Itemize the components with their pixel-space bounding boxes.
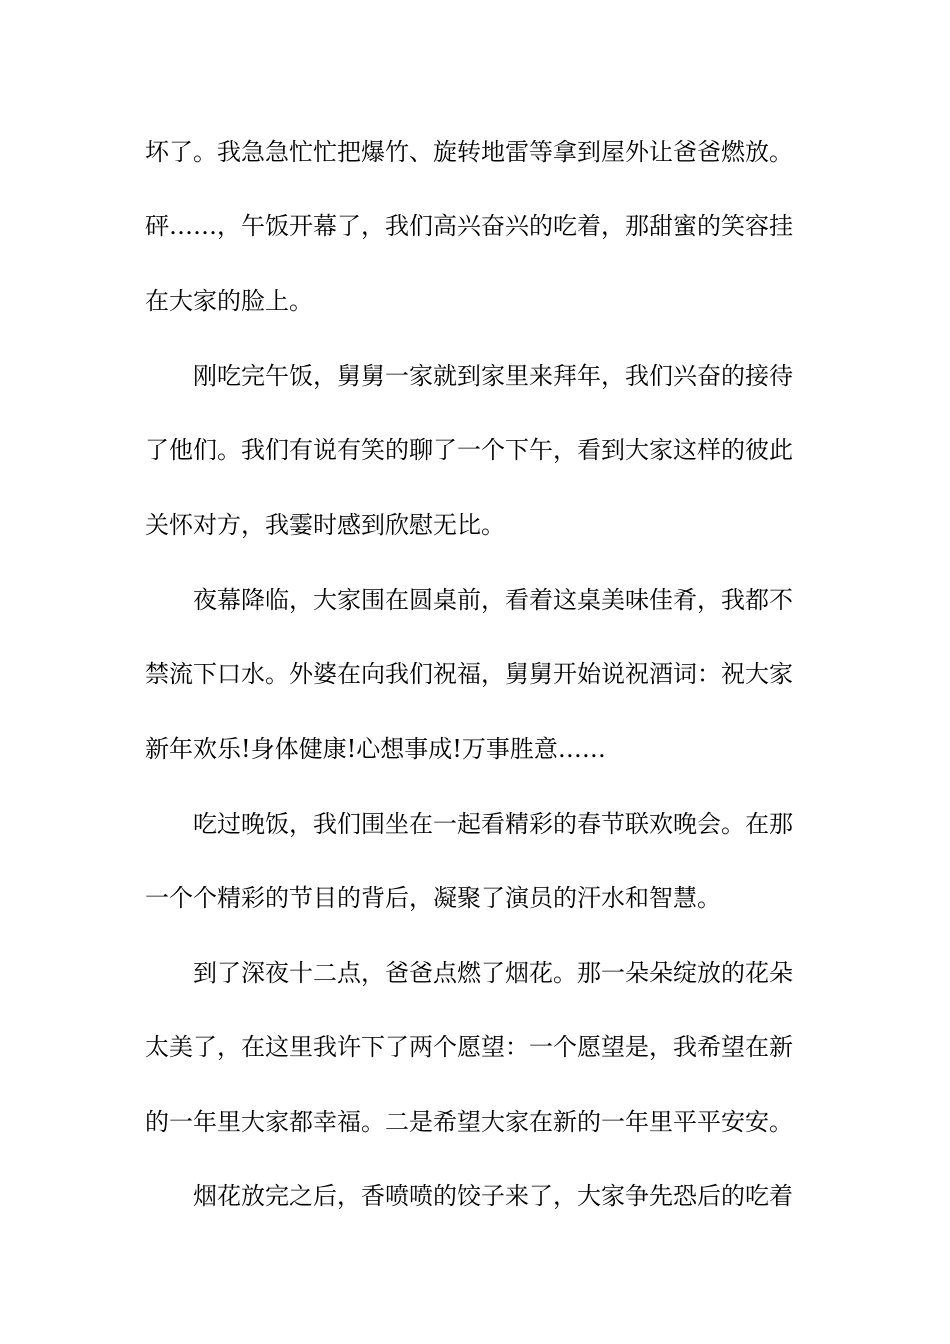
text-line: 坏了。我急急忙忙把爆竹、旋转地雷等拿到屋外让爸爸燃放。 bbox=[145, 138, 793, 166]
paragraph-first-line: 刚吃完午饭，舅舅一家就到家里来拜年，我们兴奋的接待 bbox=[193, 362, 793, 390]
text-line: 的一年里大家都幸福。二是希望大家在新的一年里平平安安。 bbox=[145, 1108, 793, 1136]
paragraph-first-line: 烟花放完之后，香喷喷的饺子来了，大家争先恐后的吃着 bbox=[193, 1182, 793, 1210]
text-line: 砰……，午饭开幕了，我们高兴奋兴的吃着，那甜蜜的笑容挂 bbox=[145, 212, 793, 240]
text-line: 一个个精彩的节目的背后，凝聚了演员的汗水和智慧。 bbox=[145, 884, 721, 912]
text-line: 了他们。我们有说有笑的聊了一个下午，看到大家这样的彼此 bbox=[145, 436, 793, 464]
text-line: 禁流下口水。外婆在向我们祝福，舅舅开始说祝酒词：祝大家 bbox=[145, 660, 793, 688]
text-line: 太美了，在这里我许下了两个愿望：一个愿望是，我希望在新 bbox=[145, 1033, 793, 1061]
paragraph-first-line: 吃过晚饭，我们围坐在一起看精彩的春节联欢晚会。在那 bbox=[193, 810, 793, 838]
paragraph-first-line: 夜幕降临，大家围在圆桌前，看着这桌美味佳肴，我都不 bbox=[193, 586, 793, 614]
text-line: 关怀对方，我霎时感到欣慰无比。 bbox=[145, 511, 505, 539]
paragraph-first-line: 到了深夜十二点，爸爸点燃了烟花。那一朵朵绽放的花朵 bbox=[193, 959, 793, 987]
text-line: 新年欢乐!身体健康!心想事成!万事胜意…… bbox=[145, 735, 606, 763]
text-line: 在大家的脸上。 bbox=[145, 287, 313, 315]
